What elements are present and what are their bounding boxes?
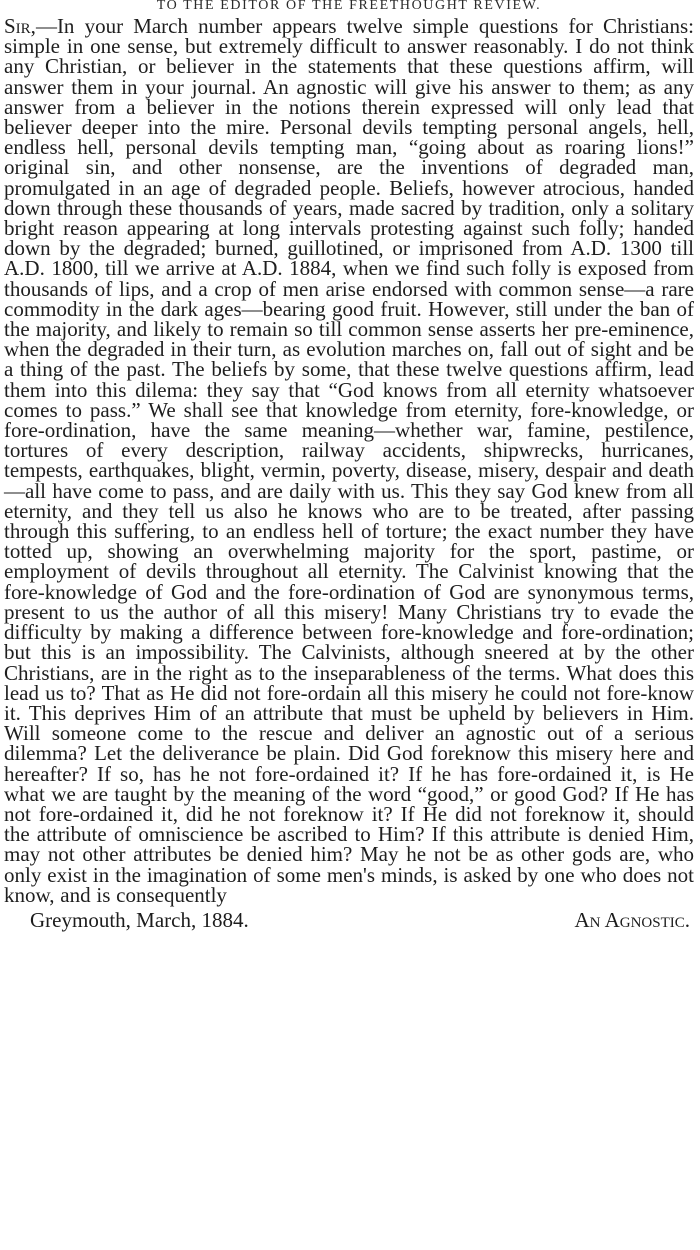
salutation: Sir, [4, 14, 36, 38]
letter-signoff [4, 909, 694, 931]
letter-body [4, 16, 694, 905]
letter-body-text: —In your March number appears twelve simple questions for Christians: simple in one sense, but extremely difficult to answer reasonably. I do not think any Christian, or believer in the statements that these questions affirm, will answer them in your journal. An agnostic will give his answer to them; as any answer from a believer in the notions therein expressed will only lead that believer deeper into the mire. Personal devils tempting personal angels, hell, endless hell, personal devils tempting man, “going about as roaring lions!” original sin, and other nonsense, are the inventions of degraded man, promulgated in an age of degraded people. Beliefs, however atrocious, handed down through these thousands of years, made sacred by tradition, only a solitary bright reason appearing at long intervals protesting against such folly; handed down by the degraded; burned, guillotined, or imprisoned from A.D. 1300 till A.D. 1800, till we arrive at A.D. 1884, when we find such folly is exposed from thousands of lips, and a crop of men arise endorsed with common sense—a rare commodity in the dark ages—bearing good fruit. However, still under the ban of the majority, and likely to remain so till common sense asserts her pre-eminence, when the degraded in their turn, as evolution marches on, fall out of sight and be a thing of the past. The beliefs by some, that these twelve questions affirm, lead them into this dilema: they say that “God knows from all eternity whatsoever comes to pass.” We shall see that knowledge from eternity, fore-knowledge, or fore-ordination, have the same meaning—whether war, famine, pestilence, tortures of every description, railway accidents, shipwrecks, hurricanes, tempests, earthquakes, blight, vermin, poverty, disease, misery, despair and death—all have come to pass, and are daily with us. This they say God knew from all eternity, and they tell us also he knows who are to be treated, after passing through this suffering, to an endless hell of torture; the exact number they have totted up, showing an overwhelming majority for the sport, pastime, or employment of devils throughout all eternity. The Calvinist knowing that the fore-knowledge of God and the fore-ordination of God are synonymous terms, present to us the author of all this misery! Many Christians try to evade the difficulty by making a difference between fore-knowledge and fore-ordination; but this is an impossibility. The Calvinists, although sneered at by the other Christians, are in the right as to the inseparableness of the terms. What does this lead us to? That as He did not fore-ordain all this misery he could not fore-know it. This deprives Him of an attribute that must be upheld by believers in Him. Will someone come to the rescue and deliver an agnostic out of a serious dilemma? Let the deliverance be plain. Did God foreknow this misery here and hereafter? If so, has he not fore-ordained it? If he has fore-ordained it, is He what we are taught by the meaning of the word “good,” or good God? If He has not fore-ordained it, did he not foreknow it? If He did not foreknow it, should the attribute of omniscience be ascribed to Him? If this attribute is denied Him, may not other attributes be denied him? May he not be as other gods are, who only exist in the imagination of some men's minds, is asked by one who does not know, and is consequently [4, 14, 694, 907]
signature: An Agnostic. [574, 907, 690, 932]
letter-heading: TO THE EDITOR OF THE FREETHOUGHT REVIEW. [156, 0, 542, 13]
place-and-date: Greymouth, March, 1884. [30, 907, 249, 932]
